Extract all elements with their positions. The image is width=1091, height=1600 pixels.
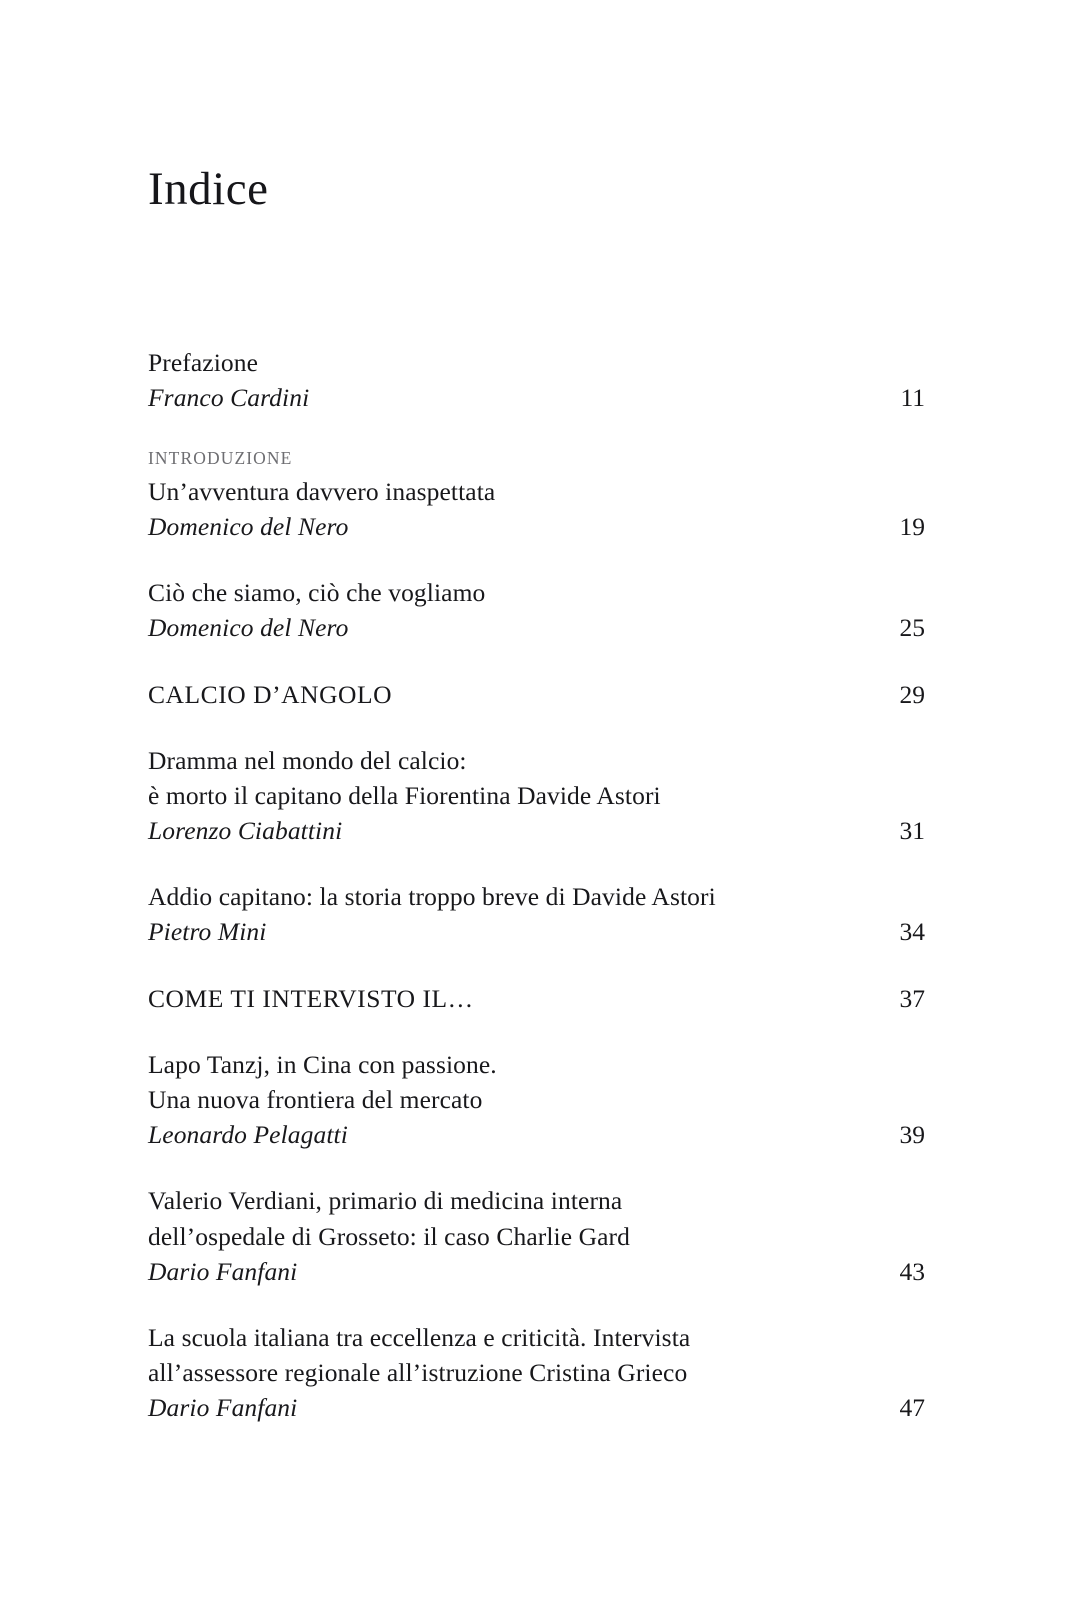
toc-entry-body — [148, 879, 925, 949]
toc-entry-author: Franco Cardini — [148, 383, 310, 413]
toc-entry-author: Domenico del Nero — [148, 511, 349, 541]
toc-entry-title-line: Addio capitano: la storia troppo breve di Davide Astori — [148, 882, 716, 912]
toc-entry-row[interactable] — [148, 345, 925, 415]
toc-entry-body — [148, 1320, 925, 1426]
toc-entry-page-number: 31 — [899, 816, 925, 846]
toc-entry-row[interactable] — [148, 446, 925, 544]
toc-entry-title-line: Ciò che siamo, ciò che vogliamo — [148, 578, 486, 608]
toc-section-row[interactable] — [148, 981, 925, 1016]
toc-entry-body — [148, 743, 925, 849]
toc-entry-author: Dario Fanfani — [148, 1393, 298, 1423]
toc-entry-body — [148, 446, 925, 544]
toc-entry-body — [148, 345, 925, 415]
toc-entry-page-number: 37 — [899, 983, 925, 1013]
toc-entry-body — [148, 1047, 925, 1153]
toc-entry-title-line: Un’avventura davvero inaspettata — [148, 476, 496, 506]
toc-entry-kicker: INTRODUZIONE — [148, 448, 293, 469]
toc-entry-title-line: Prefazione — [148, 348, 259, 377]
toc-entry-body — [148, 677, 925, 712]
toc-entry-page-number: 29 — [899, 679, 925, 709]
toc-entry-author: Domenico del Nero — [148, 613, 349, 643]
toc-entry-author: Leonardo Pelagatti — [148, 1120, 348, 1150]
toc-entry-row[interactable] — [148, 1047, 925, 1153]
toc-entry-title-line: all’assessore regionale all’istruzione Cristina Grieco — [148, 1358, 688, 1388]
toc-entry-author: Lorenzo Ciabattini — [148, 816, 343, 846]
toc-entry-author: Pietro Mini — [148, 917, 267, 947]
toc-entry-page-number: 43 — [899, 1256, 925, 1286]
toc-entry-row[interactable] — [148, 1183, 925, 1289]
toc-entry-page-number: 11 — [900, 383, 925, 413]
toc-section-title: COME TI INTERVISTO IL… — [148, 983, 474, 1013]
toc-section-row[interactable] — [148, 677, 925, 712]
toc-entry-page-number: 39 — [899, 1120, 925, 1150]
toc-entry-body — [148, 575, 925, 645]
toc-entry-row[interactable] — [148, 1320, 925, 1426]
table-of-contents-list — [148, 345, 925, 1457]
page-title: Indice — [148, 163, 269, 216]
toc-entry-title-line: Dramma nel mondo del calcio: — [148, 745, 467, 775]
toc-entry-page-number: 47 — [899, 1393, 925, 1423]
toc-entry-title-line: Lapo Tanzj, in Cina con passione. — [148, 1049, 497, 1079]
toc-entry-title-line: dell’ospedale di Grosseto: il caso Charlie Gard — [148, 1221, 630, 1251]
toc-section-title: CALCIO D’ANGOLO — [148, 679, 393, 709]
toc-entry-page-number: 34 — [899, 917, 925, 947]
toc-entry-row[interactable] — [148, 743, 925, 849]
toc-entry-title-line: Una nuova frontiera del mercato — [148, 1085, 483, 1114]
toc-entry-body — [148, 1183, 925, 1289]
toc-entry-page-number: 25 — [899, 613, 925, 643]
toc-entry-body — [148, 981, 925, 1016]
toc-entry-title-line: Valerio Verdiani, primario di medicina interna — [148, 1186, 623, 1216]
toc-entry-row[interactable] — [148, 879, 925, 949]
toc-entry-author: Dario Fanfani — [148, 1256, 298, 1286]
toc-entry-title-line: è morto il capitano della Fiorentina Davide Astori — [148, 780, 661, 810]
toc-entry-row[interactable] — [148, 575, 925, 645]
toc-entry-page-number: 19 — [899, 511, 925, 541]
toc-entry-title-line: La scuola italiana tra eccellenza e criticità. Intervista — [148, 1322, 691, 1352]
